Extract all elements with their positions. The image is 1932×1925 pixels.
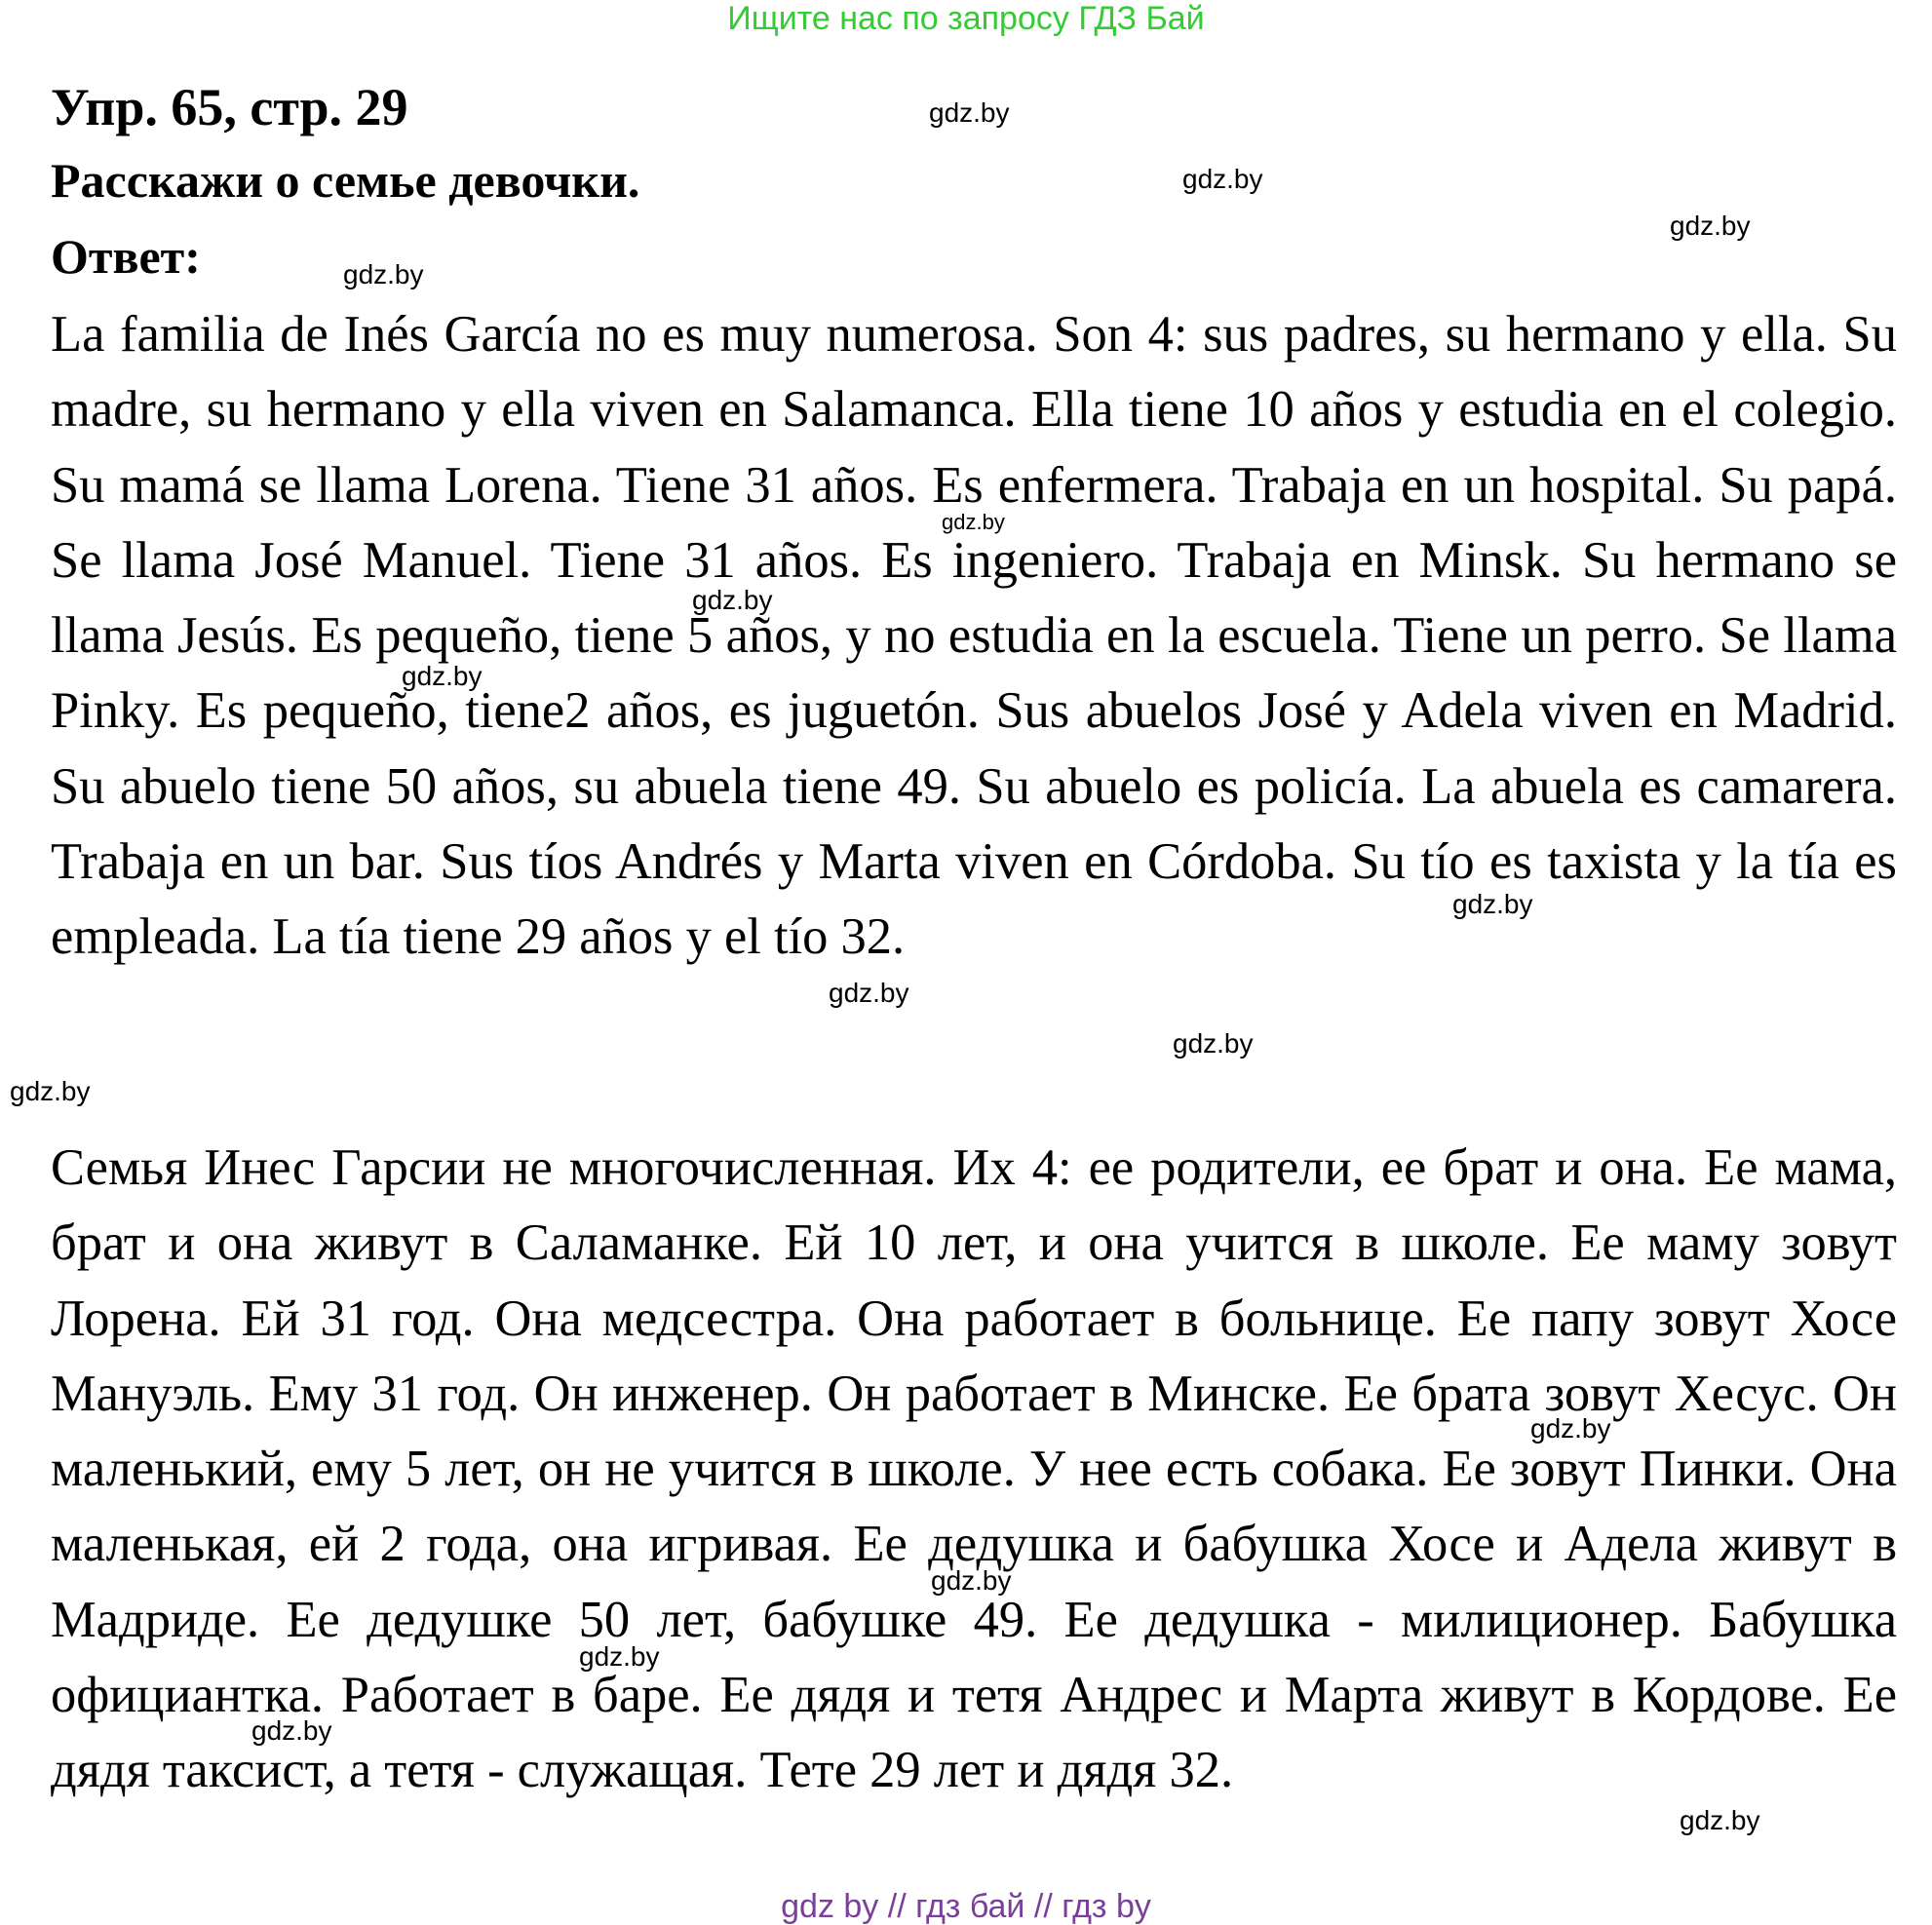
watermark: gdz.by — [1173, 1028, 1254, 1059]
watermark: gdz.by — [343, 259, 424, 289]
watermark: gdz.by — [829, 978, 909, 1008]
watermark: gdz.by — [1670, 211, 1751, 241]
watermark: gdz.by — [579, 1641, 660, 1672]
top-banner: Ищите нас по запросу ГДЗ Бай — [727, 0, 1205, 37]
watermark: gdz.by — [1452, 889, 1533, 919]
watermark: gdz.by — [692, 585, 773, 615]
answer-text-spanish: La familia de Inés García no es muy numerosa. Son 4: sus padres, su hermano y ella. Su madre, su hermano y ella viven en Salamanca. Ella tiene 10 años y estudia en el colegio. Su mamá se llama Lorena. Tiene 31 años. Es enfermera. Trabaja en un hospital. Su papá. Se llama José Manuel. Tiene 31 años. Es ingeniero. Trabaja en Minsk. Su hermano se llama Jesús. Es pequeño, tiene 5 años, y no estudia en la escuela. Tiene un perro. Se llama Pinky. Es pequeño, tiene2 años, es juguetón. Sus abuelos José y Adela viven en Madrid. Su abuelo tiene 50 años, su abuela tiene 49. Su abuelo es policía. La abuela es camarera. Trabaja en un bar. Sus tíos Andrés y Marta viven en Córdoba. Su tío es taxista y la tía es empleada. La tía tiene 29 años y el tío 32. — [51, 306, 1897, 966]
answer-text-russian: Семья Инес Гарсии не многочисленная. Их 4: ее родители, ее брат и она. Ее мама, брат и она живут в Саламанке. Ей 10 лет, и она учится в школе. Ее маму зовут Лорена. Ей 31 год. Она медсестра. Она работает в больнице. Ее папу зовут Хосе Мануэль. Ему 31 год. Он инженер. Он работает в Минске. Ее брата зовут Хесус. Он маленький, ему 5 лет, он не учится в школе. У нее есть собака. Ее зовут Пинки. Она маленькая, ей 2 года, она игривая. Ее дедушка и бабушка Хосе и Адела живут в Мадриде. Ее дедушке 50 лет, бабушке 49. Ее дедушка - милиционер. Бабушка официантка. Работает в баре. Ее дядя и тетя Андрес и Марта живут в Кордове. Ее дядя таксист, а тетя - служащая. Тете 29 лет и дядя 32. — [51, 1139, 1897, 1799]
answer-label: Ответ: — [51, 229, 201, 284]
watermark: gdz.by — [931, 1565, 1012, 1596]
watermark: gdz.by — [942, 510, 1005, 534]
watermark: gdz.by — [929, 97, 1010, 128]
watermark: gdz.by — [1680, 1805, 1760, 1835]
watermark: gdz.by — [1182, 164, 1263, 194]
footer-link-text[interactable]: gdz by // гдз бай // гдз by — [781, 1888, 1151, 1925]
exercise-title: Упр. 65, стр. 29 — [51, 78, 408, 136]
watermark: gdz.by — [10, 1076, 91, 1106]
watermark: gdz.by — [402, 661, 483, 691]
task-text: Расскажи о семье девочки. — [51, 153, 640, 208]
watermark: gdz.by — [251, 1715, 332, 1746]
watermark: gdz.by — [1530, 1413, 1611, 1444]
